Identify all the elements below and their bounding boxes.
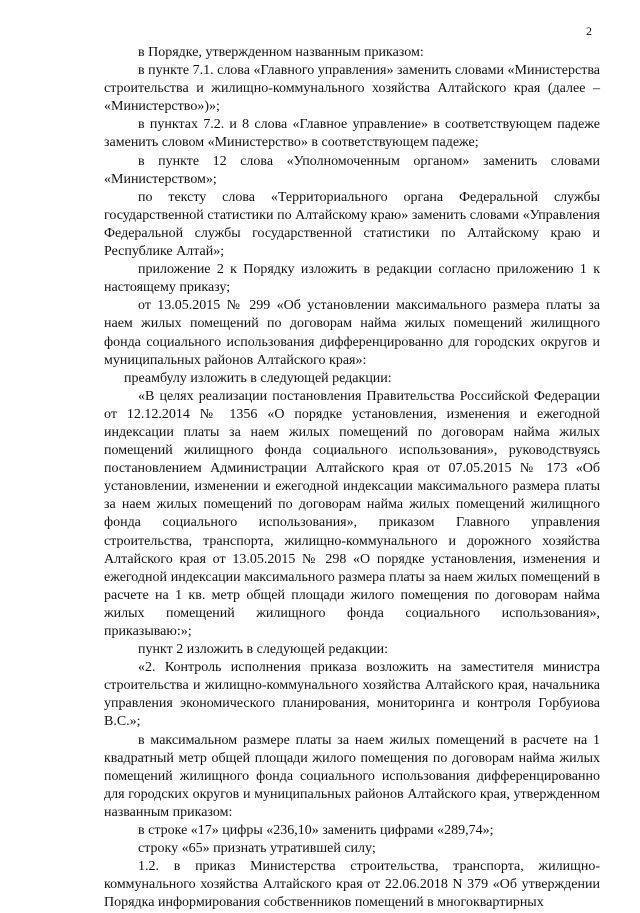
paragraph: 1.2. в приказ Министерства строительства, транспорта, жилищно-коммунального хозяйства Алтайского края от 22.06.2018 N 379 «Об утверждении Порядка информирования собственников помещений в многоквартирных [104,859,600,911]
paragraph: «2. Контроль исполнения приказа возложить на заместителя министра строительства и жилищно-коммунального хозяйства Алтайского края, начальника управления экономического планирования, мониторинга и контроля Горбуиова В.С.»; [104,660,600,730]
paragraph: в максимальном размере платы за наем жилых помещений в расчете на 1 квадратный метр общей площади жилого помещения по договорам найма жилых помещений жилищного фонда социального использования дифференцированно для городских округов и муниципальных районов Алтайского края, утвержденном названным приказом: [104,732,600,820]
paragraph: в пунктах 7.2. и 8 слова «Главное управление» в соответствующем падеже заменить словом «Министерство» в соответствующем падеже; [104,117,600,151]
paragraph: преамбулу изложить в следующей редакции: [124,370,392,386]
paragraph: в Порядке, утвержденном названным приказом: [138,45,424,60]
paragraph: пункт 2 изложить в следующей редакции: [138,642,388,658]
paragraph: в пункте 7.1. слова «Главного управления» заменить словами «Министерства строительства и жилищно-коммунального хозяйства Алтайского края (далее – «Министерство»)»; [104,63,600,115]
page-number: 2 [586,24,592,38]
document-body [104,44,600,913]
paragraph: в пункте 12 слова «Уполномоченным органом» заменить словами «Министерством»; [104,153,600,187]
paragraph: приложение 2 к Порядку изложить в редакции согласно приложению 1 к настоящему приказу; [104,262,600,296]
paragraph: от 13.05.2015 № 299 «Об установлении максимального размера платы за наем жилых помещений по договорам найма жилых помещений жилищного фонда социального использования дифференцированно для городских округов и муниципальных районов Алтайского края»: [104,298,600,368]
paragraph: по тексту слова «Территориального органа Федеральной службы государственной статистики по Алтайскому краю» заменить словами «Управления Федеральной службы государственной статистики по Алтайскому краю и Республике Алтай»; [104,189,600,260]
paragraph: «В целях реализации постановления Правительства Российской Федерации от 12.12.2014 № 1356 «О порядке установления, изменения и ежегодной индексации платы за наем жилых помещений по договорам найма жилых помещений жилищного фонда социального использования», руководствуясь постановлением Администрации Алтайского края от 07.05.2015 № 173 «Об установлении, изменении и ежегодной индексации максимального размера платы за наем жилых помещений по договорам найма жилых помещений жилищного фонда социального использования», приказом Главного управления строительства, транспорта, жилищно-коммунального и дорожного хозяйства Алтайского края от 13.05.2015 № 298 «О порядке установления, изменения и ежегодной индексации максимального размера платы за наем жилых помещений в расчете на 1 кв. метр общей площади жилого помещения по договорам найма жилых помещений жилищного фонда социального использования», приказываю:»; [104,388,600,639]
paragraph: строку «65» признать утратившей силу; [138,841,376,857]
paragraph: в строке «17» цифры «236,10» заменить цифрами «289,74»; [138,823,494,839]
